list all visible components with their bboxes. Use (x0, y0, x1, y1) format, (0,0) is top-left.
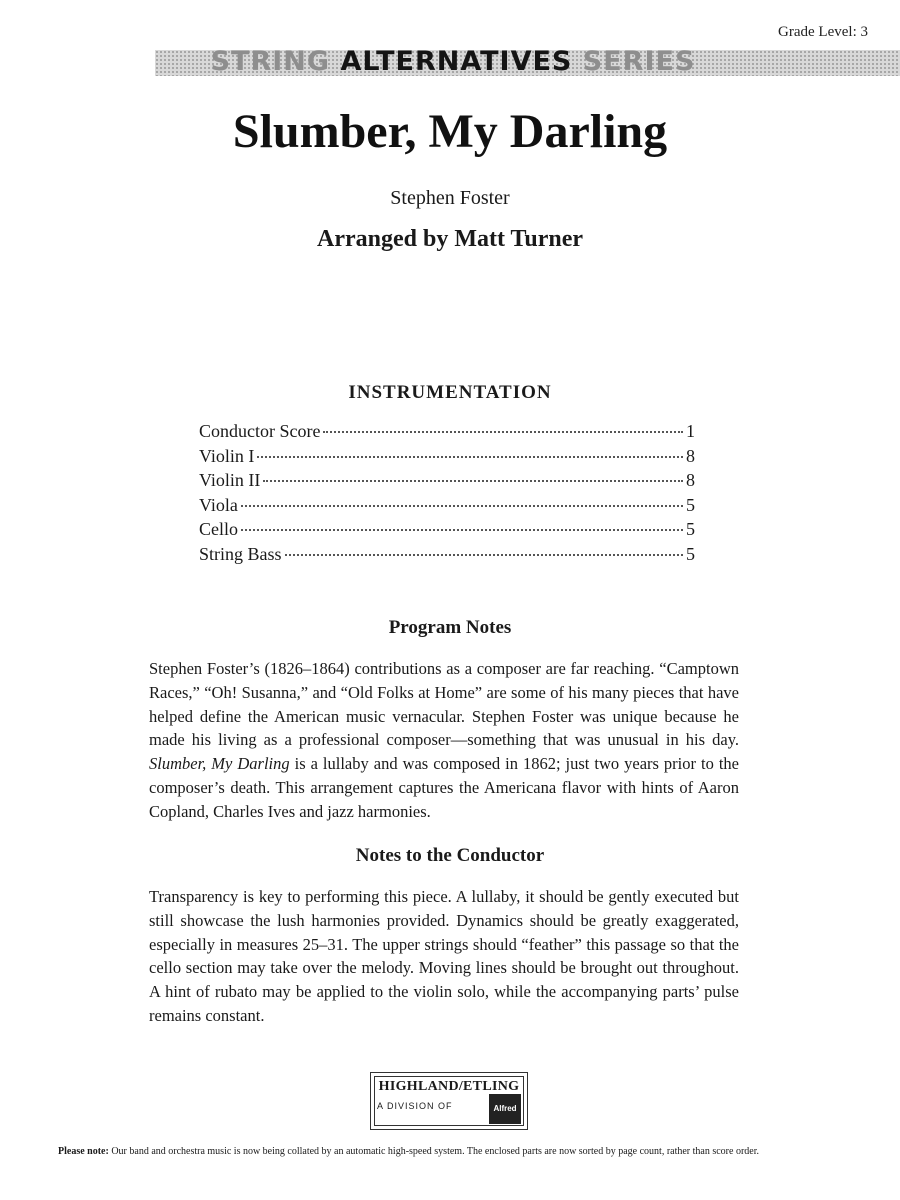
instrument-name: Violin II (199, 470, 261, 491)
series-word-series: SERIES (572, 46, 696, 77)
dot-leader (263, 480, 683, 482)
program-notes-title-italic: Slumber, My Darling (149, 754, 290, 774)
instrument-row (199, 519, 695, 544)
instrumentation-list (199, 421, 695, 569)
conductor-notes-heading: Notes to the Conductor (355, 845, 545, 866)
footer-note (58, 1146, 858, 1157)
instrument-count: 8 (686, 445, 695, 466)
instrument-count: 5 (686, 519, 695, 540)
dot-leader (257, 456, 683, 458)
instrument-name: Cello (199, 519, 238, 540)
dot-leader (323, 431, 683, 433)
footer-note-text: Our band and orchestra music is now being collated by an automatic high-speed system. The enclosed parts are now sorted by page count, rather than score order. (108, 1146, 759, 1157)
instrumentation-heading: INSTRUMENTATION (348, 382, 552, 403)
dot-leader (241, 529, 683, 531)
series-word-string: STRING (210, 46, 341, 77)
publisher-division: A DIVISION OF (377, 1101, 453, 1111)
dot-leader (241, 505, 683, 507)
series-banner (155, 46, 751, 77)
publisher-name: HIGHLAND/ETLING (378, 1079, 520, 1094)
grade-level: Grade Level: 3 (778, 24, 868, 40)
instrument-count: 5 (686, 494, 695, 515)
alfred-logo-icon: Alfred (489, 1094, 521, 1124)
series-word-alternatives: ALTERNATIVES (340, 46, 573, 77)
footer-note-lead: Please note: (58, 1146, 109, 1157)
program-notes-heading: Program Notes (388, 617, 512, 638)
instrument-count: 1 (686, 421, 695, 441)
instrument-count: 5 (686, 543, 695, 564)
conductor-notes-text (149, 885, 739, 1028)
instrument-row (199, 470, 695, 495)
program-notes-text (149, 657, 739, 824)
instrument-row (199, 421, 695, 446)
arranger: Arranged by Matt Turner (317, 226, 583, 252)
publisher-logo (370, 1072, 528, 1130)
conductor-notes-paragraph: Transparency is key to performing this piece. A lullaby, it should be gently executed but still showcase the lush harmonies provided. Dynamics should be greatly exaggerated, especially in measures 25–31. The upper strings should “feather” this passage so that the cello section may take over the melody. Moving lines should be brought out throughout. A hint of rubato may be applied to the violin solo, while the accompanying parts’ pulse remains constant. (149, 887, 739, 1025)
instrument-name: String Bass (199, 543, 282, 564)
instrument-row (199, 446, 695, 471)
instrument-row (199, 544, 695, 569)
instrument-count: 8 (686, 470, 695, 491)
dot-leader (285, 554, 683, 556)
instrument-name: Violin I (199, 445, 255, 466)
program-notes-text-end: is a lullaby and was composed in 1862; just two years prior to the composer’s death. This arrangement captures the Americana flavor with hints of Aaron Copland, Charles Ives and jazz harmonies. (149, 754, 739, 821)
instrument-name: Conductor Score (199, 421, 321, 441)
program-notes-text-start: Stephen Foster’s (1826–1864) contributions as a composer are far reaching. “Camptown Races,” “Oh! Susanna,” and “Old Folks at Home” are some of his many pieces that have helped define the American music vernacular. Stephen Foster was unique because he made his living as a professional composer—something that was unusual in his day. (149, 659, 739, 750)
piece-title: Slumber, My Darling (232, 105, 668, 158)
instrument-row (199, 495, 695, 520)
composer: Stephen Foster (390, 187, 510, 209)
instrument-name: Viola (199, 494, 238, 515)
